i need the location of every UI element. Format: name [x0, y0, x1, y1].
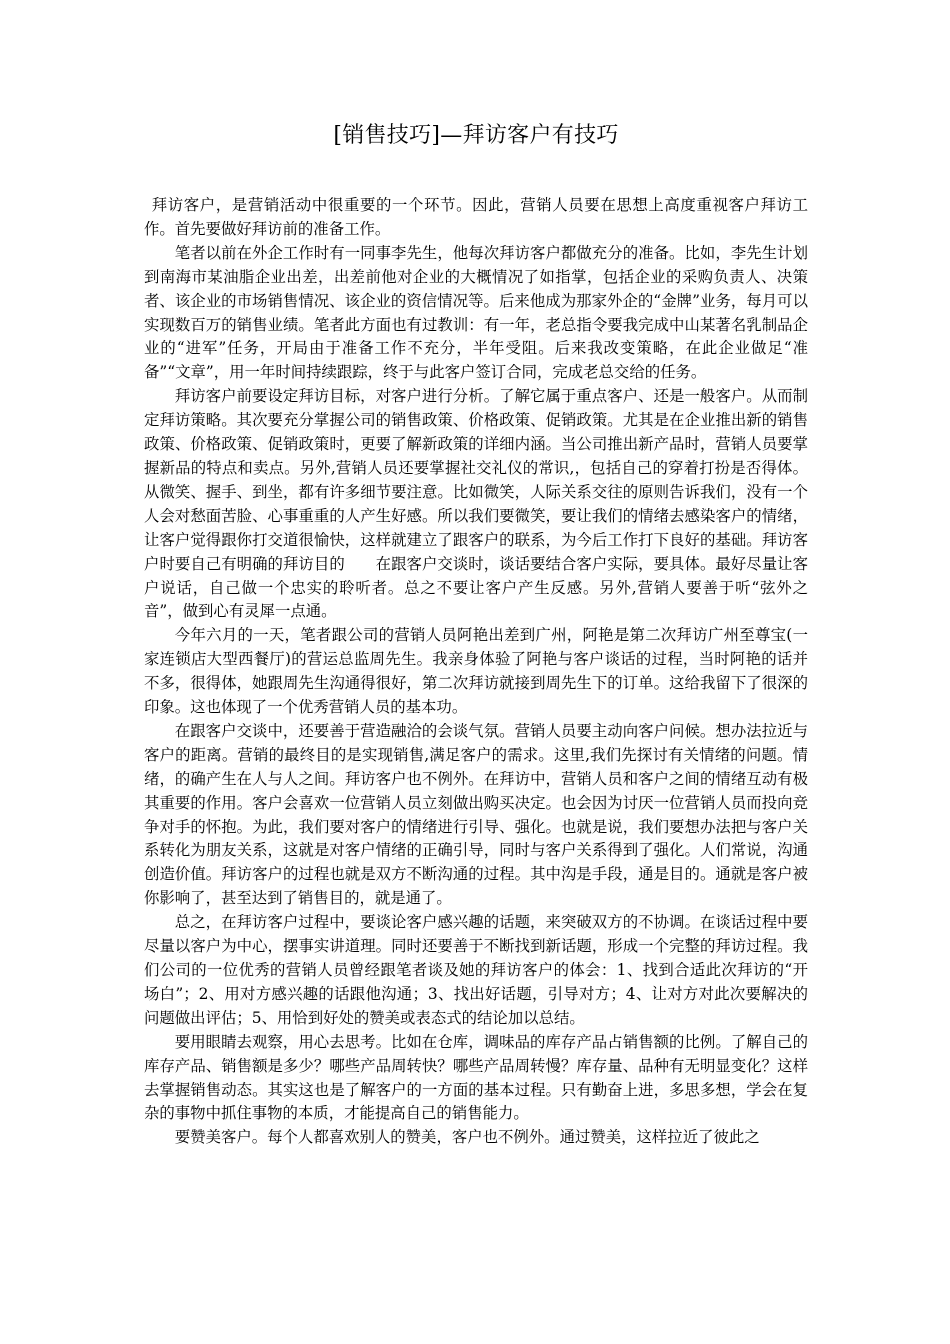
document-page [144, 118, 808, 1150]
paragraph-7: 要用眼睛去观察，用心去思考。比如在仓库，调味品的库存产品占销售额的比例。了解自己的库存产品、销售额是多少？哪些产品周转快？哪些产品周转慢？库存量、品种有无明显变化？这样去掌握销售动态。其实这也是了解客户的一方面的基本过程。只有勤奋上进，多思多想，学会在复杂的事物中抓住事物的本质，才能提高自己的销售能力。 [144, 1032, 808, 1123]
paragraph-5: 在跟客户交谈中，还要善于营造融洽的会谈气氛。营销人员要主动向客户问候。想办法拉近与客户的距离。营销的最终目的是实现销售,满足客户的需求。这里,我们先探讨有关情绪的问题。情绪，的确产生在人与人之间。拜访客户也不例外。在拜访中，营销人员和客户之间的情绪互动有极其重要的作用。客户会喜欢一位营销人员立刻做出购买决定。也会因为讨厌一位营销人员而投向竞争对手的怀抱。为此，我们要对客户的情绪进行引导、强化。也就是说，我们要想办法把与客户关系转化为朋友关系，这就是对客户情绪的正确引导，同时与客户关系得到了强化。人们常说，沟通创造价值。拜访客户的过程也就是双方不断沟通的过程。其中沟是手段，通是目的。通就是客户被你影响了，甚至达到了销售目的，就是通了。 [144, 721, 808, 908]
paragraph-3: 拜访客户前要设定拜访目标，对客户进行分析。了解它属于重点客户、还是一般客户。从而制定拜访策略。其次要充分掌握公司的销售政策、价格政策、促销政策。尤其是在企业推出新的销售政策、价格政策、促销政策时，更要了解新政策的详细内涵。当公司推出新产品时，营销人员要掌握新品的特点和卖点。另外,营销人员还要掌握社交礼仪的常识,，包括自己的穿着打扮是否得体。从微笑、握手、到坐，都有许多细节要注意。比如微笑，人际关系交往的原则告诉我们，没有一个人会对愁面苦脸、心事重重的人产生好感。所以我们要微笑，要让我们的情绪去感染客户的情绪，让客户觉得跟你打交道很愉快，这样就建立了跟客户的联系，为今后工作打下良好的基础。拜访客户时要自己有明确的拜访目的 在跟客户交谈时，谈话要结合客户实际，要具体。最好尽量让客户说话，自己做一个忠实的聆听者。总之不要让客户产生反感。另外,营销人要善于听“弦外之音”，做到心有灵犀一点通。 [144, 387, 808, 621]
document-title: [销售技巧]—拜访客户有技巧 [333, 123, 619, 148]
paragraph-6: 总之，在拜访客户过程中，要谈论客户感兴趣的话题，来突破双方的不协调。在谈话过程中要尽量以客户为中心，摆事实讲道理。同时还要善于不断找到新话题，形成一个完整的拜访过程。我们公司的一位优秀的营销人员曾经跟笔者谈及她的拜访客户的体会：1、找到合适此次拜访的“开场白”；2、用对方感兴趣的话跟他沟通；3、找出好话题，引导对方；4、让对方对此次要解决的问题做出评估；5、用恰到好处的赞美或表态式的结论加以总结。 [144, 913, 808, 1027]
paragraph-8: 要赞美客户。每个人都喜欢别人的赞美，客户也不例外。通过赞美，这样拉近了彼此之 [174, 1128, 760, 1147]
paragraph-4: 今年六月的一天，笔者跟公司的营销人员阿艳出差到广州，阿艳是第二次拜访广州至尊宝(一家连锁店大型西餐厅)的营运总监周先生。我亲身体验了阿艳与客户谈话的过程，当时阿艳的话并不多，很得体，她跟周先生沟通得很好，第二次拜访就接到周先生下的订单。这给我留下了很深的印象。这也体现了一个优秀营销人员的基本功。 [144, 626, 808, 717]
paragraph-1: 拜访客户，是营销活动中很重要的一个环节。因此，营销人员要在思想上高度重视客户拜访工作。首先要做好拜访前的准备工作。 [144, 196, 808, 238]
paragraph-2: 笔者以前在外企工作时有一同事李先生，他每次拜访客户都做充分的准备。比如，李先生计划到南海市某油脂企业出差，出差前他对企业的大概情况了如指掌，包括企业的采购负责人、决策者、该企业的市场销售情况、该企业的资信情况等。后来他成为那家外企的“金牌”业务，每月可以实现数百万的销售业绩。笔者此方面也有过教训：有一年，老总指令要我完成中山某著名乳制品企业的“进军”任务，开局由于准备工作不充分，半年受阻。后来我改变策略，在此企业做足“准备”“文章”，用一年时间持续跟踪，终于与此客户签订合同，完成老总交给的任务。 [144, 243, 808, 382]
